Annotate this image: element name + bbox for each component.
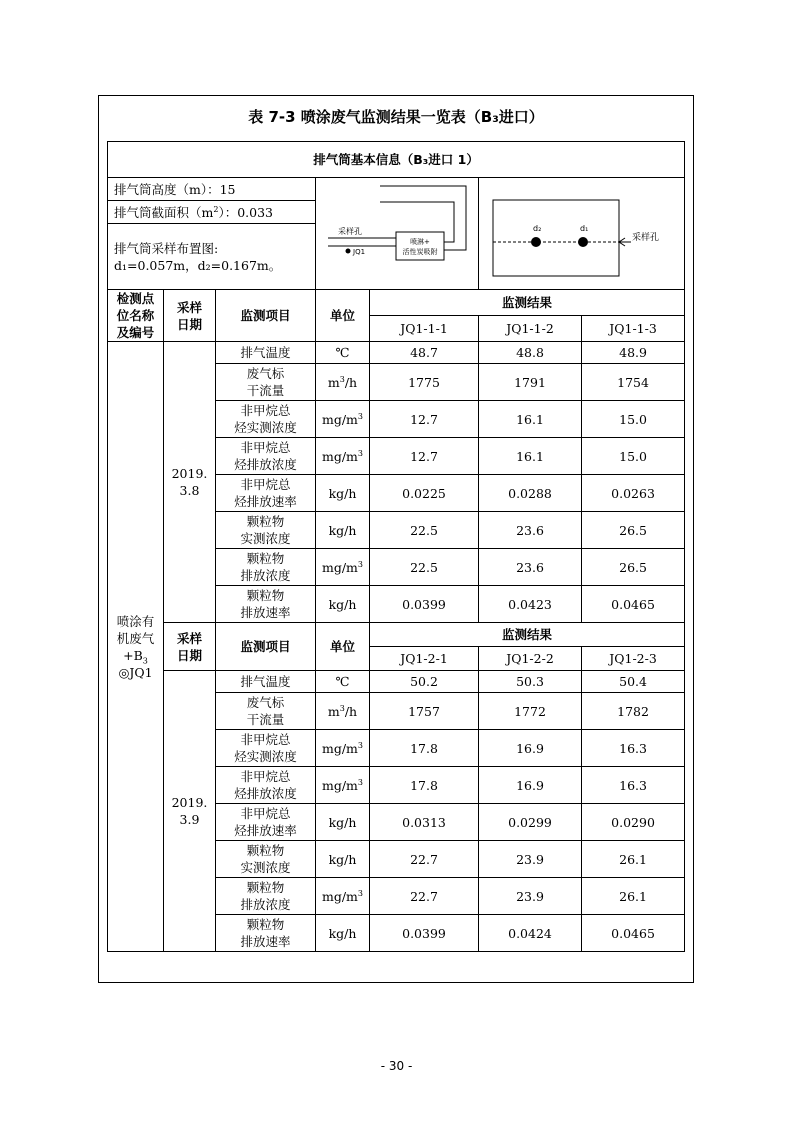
result-value: 23.6: [479, 549, 582, 586]
stack-height: 排气筒高度（m）：15: [108, 178, 316, 201]
result-value: 48.9: [582, 342, 685, 364]
monitoring-item: 颗粒物 排放浓度: [216, 549, 316, 586]
unit-cell: $mg/m^3$: [316, 767, 370, 804]
monitoring-item: 颗粒物 排放速率: [216, 586, 316, 623]
location-name: 喷涂有 机废气 $+B_3$ ◎JQ1: [108, 342, 164, 952]
result-value: 48.7: [370, 342, 479, 364]
monitoring-table: [107, 141, 685, 952]
sample-id: JQ1-2-1: [370, 647, 479, 671]
table-title: 表 7-3 喷涂废气监测结果一览表（B₃进口）: [248, 107, 544, 126]
item-header: 监测项目: [216, 623, 316, 671]
unit-cell: $m^3/h$: [316, 693, 370, 730]
diagram-d2: d₂: [533, 224, 542, 233]
result-value: 12.7: [370, 438, 479, 475]
unit-cell: kg/h: [316, 804, 370, 841]
result-header: 监测结果: [370, 623, 685, 647]
sample-id: JQ1-1-3: [582, 316, 685, 342]
date-header: 采样 日期: [164, 290, 216, 342]
result-value: 0.0263: [582, 475, 685, 512]
monitoring-item: 非甲烷总 烃排放速率: [216, 475, 316, 512]
monitoring-item: 颗粒物 排放浓度: [216, 878, 316, 915]
monitoring-item: 颗粒物 排放速率: [216, 915, 316, 952]
date-header: 采样 日期: [164, 623, 216, 671]
monitoring-item: 废气标 干流量: [216, 693, 316, 730]
diagram-sampling-hole: 采样孔: [338, 227, 362, 236]
result-value: 23.9: [479, 878, 582, 915]
unit-cell: kg/h: [316, 915, 370, 952]
result-value: 26.1: [582, 841, 685, 878]
page-number: - 30 -: [380, 1059, 413, 1073]
result-value: 0.0290: [582, 804, 685, 841]
monitoring-item: 排气温度: [216, 342, 316, 364]
result-value: 0.0288: [479, 475, 582, 512]
result-value: 1754: [582, 364, 685, 401]
result-value: 1775: [370, 364, 479, 401]
monitoring-item: 非甲烷总 烃排放浓度: [216, 767, 316, 804]
section-diagram: [479, 178, 685, 290]
unit-cell: $mg/m^3$: [316, 730, 370, 767]
result-value: 0.0313: [370, 804, 479, 841]
item-header: 监测项目: [216, 290, 316, 342]
monitoring-item: 非甲烷总 烃排放速率: [216, 804, 316, 841]
result-value: 0.0424: [479, 915, 582, 952]
result-value: 48.8: [479, 342, 582, 364]
result-value: 23.9: [479, 841, 582, 878]
result-value: 23.6: [479, 512, 582, 549]
monitoring-item: 非甲烷总 烃实测浓度: [216, 730, 316, 767]
unit-cell: $mg/m^3$: [316, 401, 370, 438]
result-value: 16.9: [479, 730, 582, 767]
sample-id: JQ1-1-2: [479, 316, 582, 342]
result-value: 17.8: [370, 767, 479, 804]
result-value: 0.0299: [479, 804, 582, 841]
sample-id: JQ1-1-1: [370, 316, 479, 342]
result-value: 0.0399: [370, 586, 479, 623]
sample-id: JQ1-2-3: [582, 647, 685, 671]
result-value: 0.0399: [370, 915, 479, 952]
result-value: 1791: [479, 364, 582, 401]
result-value: 0.0465: [582, 915, 685, 952]
monitoring-item: 非甲烷总 烃排放浓度: [216, 438, 316, 475]
unit-cell: $mg/m^3$: [316, 878, 370, 915]
result-value: 0.0465: [582, 586, 685, 623]
result-value: 50.2: [370, 671, 479, 693]
unit-cell: ℃: [316, 342, 370, 364]
result-value: 15.0: [582, 401, 685, 438]
result-value: 26.5: [582, 549, 685, 586]
location-header: 检测点 位名称 及编号: [108, 290, 164, 342]
result-value: 16.1: [479, 401, 582, 438]
result-value: 22.7: [370, 841, 479, 878]
unit-cell: kg/h: [316, 586, 370, 623]
diagram2-sampling-hole: 采样孔: [632, 233, 660, 243]
result-value: 26.1: [582, 878, 685, 915]
result-value: 12.7: [370, 401, 479, 438]
result-value: 50.4: [582, 671, 685, 693]
result-value: 16.3: [582, 767, 685, 804]
result-value: 16.9: [479, 767, 582, 804]
monitoring-item: 颗粒物 实测浓度: [216, 512, 316, 549]
sampling-date: 2019. 3.8: [164, 342, 216, 623]
result-value: 16.3: [582, 730, 685, 767]
sampling-date: 2019. 3.9: [164, 671, 216, 952]
stack-area: 排气筒截面积$(m^2)$：0.033: [108, 201, 316, 224]
result-value: 0.0423: [479, 586, 582, 623]
sample-id: JQ1-2-2: [479, 647, 582, 671]
unit-header: 单位: [316, 623, 370, 671]
unit-cell: $mg/m^3$: [316, 438, 370, 475]
unit-cell: kg/h: [316, 512, 370, 549]
result-value: 16.1: [479, 438, 582, 475]
monitoring-item: 非甲烷总 烃实测浓度: [216, 401, 316, 438]
table-row: [108, 342, 685, 364]
sampling-layout: 排气筒采样布置图: d₁=0.057m，d₂=0.167m。: [108, 224, 316, 290]
result-value: 1772: [479, 693, 582, 730]
info-header: 排气筒基本信息（B₃进口 1）: [108, 142, 685, 178]
result-value: 1782: [582, 693, 685, 730]
result-value: 26.5: [582, 512, 685, 549]
result-value: 0.0225: [370, 475, 479, 512]
result-value: 22.7: [370, 878, 479, 915]
result-value: 22.5: [370, 549, 479, 586]
unit-cell: $m^3/h$: [316, 364, 370, 401]
result-header: 监测结果: [370, 290, 685, 316]
result-value: 17.8: [370, 730, 479, 767]
diagram-point-label: JQ1: [353, 248, 366, 256]
diagram-box-line1: 喷淋+: [410, 238, 430, 246]
result-value: 22.5: [370, 512, 479, 549]
unit-cell: ℃: [316, 671, 370, 693]
unit-header: 单位: [316, 290, 370, 342]
diagram-d1: d₁: [580, 224, 589, 233]
result-value: 1757: [370, 693, 479, 730]
unit-cell: kg/h: [316, 475, 370, 512]
result-value: 50.3: [479, 671, 582, 693]
monitoring-item: 废气标 干流量: [216, 364, 316, 401]
unit-cell: $mg/m^3$: [316, 549, 370, 586]
monitoring-item: 排气温度: [216, 671, 316, 693]
diagram-box-line2: 活性炭吸附: [402, 248, 438, 256]
monitoring-item: 颗粒物 实测浓度: [216, 841, 316, 878]
table-row: [108, 671, 685, 693]
duct-diagram: [316, 178, 479, 290]
unit-cell: kg/h: [316, 841, 370, 878]
result-value: 15.0: [582, 438, 685, 475]
